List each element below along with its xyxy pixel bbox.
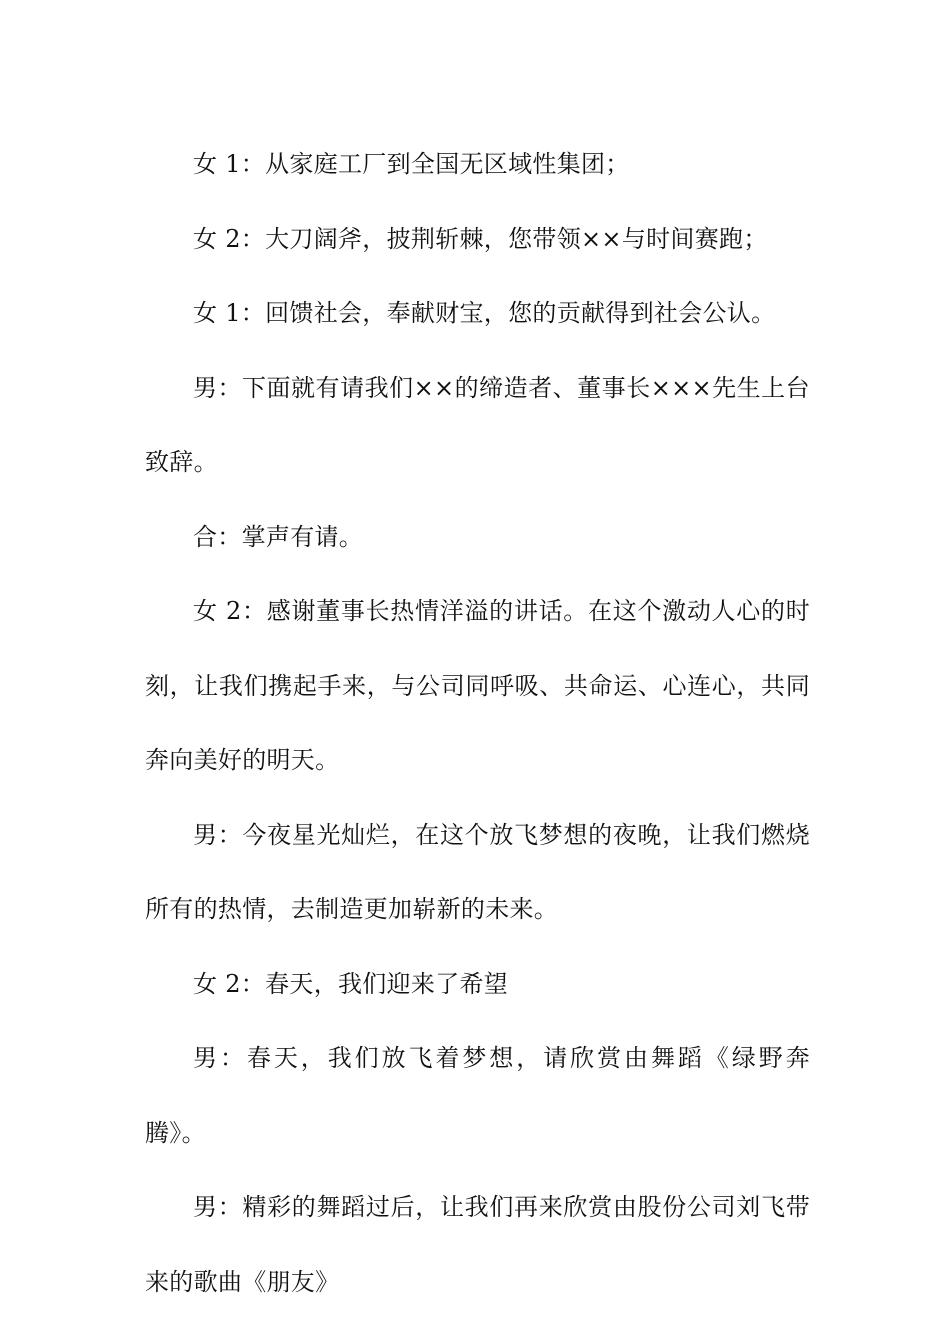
paragraph: 女 2：感谢董事长热情洋溢的讲话。在这个激动人心的时刻，让我们携起手来，与公司同呼吸、共命运、心连心，共同奔向美好的明天。 [145, 597, 810, 774]
paragraph: 女 1：从家庭工厂到全国无区域性集团； [193, 150, 630, 178]
paragraph: 男：精彩的舞蹈过后，让我们再来欣赏由股份公司刘飞带来的歌曲《朋友》 [145, 1193, 810, 1296]
paragraph: 男：今夜星光灿烂，在这个放飞梦想的夜晚，让我们燃烧所有的热情，去制造更加崭新的未来。 [145, 820, 810, 923]
paragraph: 男：春天，我们放飞着梦想，请欣赏由舞蹈《绿野奔腾》。 [145, 1044, 810, 1147]
document-body [145, 127, 810, 1319]
paragraph: 合：掌声有请。 [193, 522, 364, 551]
paragraph: 女 2：大刀阔斧，披荆斩棘，您带领××与时间赛跑； [193, 224, 768, 253]
paragraph: 女 1：回馈社会，奉献财宝，您的贡献得到社会公认。 [193, 299, 776, 327]
paragraph: 男：下面就有请我们××的缔造者、董事长×××先生上台致辞。 [145, 373, 810, 476]
paragraph: 女 2：春天，我们迎来了希望 [193, 969, 509, 998]
